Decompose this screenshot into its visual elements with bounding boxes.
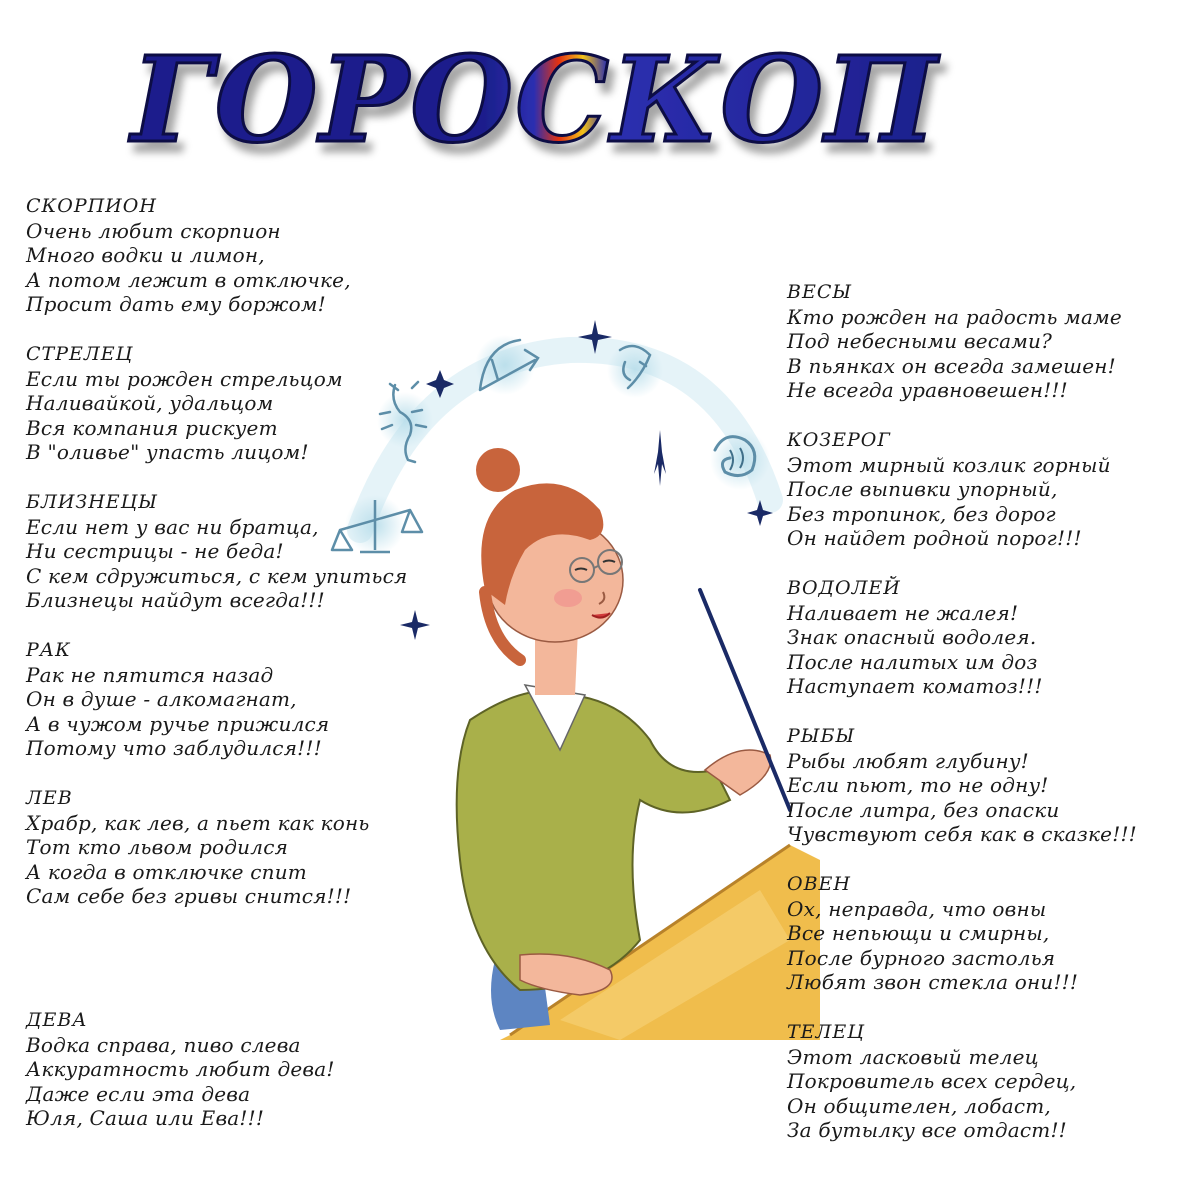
verse-line: Чувствуют себя как в сказке!!! bbox=[787, 822, 1137, 847]
verse-line: А когда в отключке спит bbox=[26, 859, 307, 884]
sign-name: ОВЕН bbox=[787, 873, 851, 895]
horoscope-sign bbox=[787, 428, 1187, 551]
verse-line: Рак не пятится назад bbox=[26, 662, 274, 687]
verse-line: После бурного застолья bbox=[787, 945, 1056, 970]
verse-line: Тот кто львом родился bbox=[26, 835, 289, 860]
verse-line: Потому что заблудился!!! bbox=[26, 736, 322, 761]
horoscope-sign bbox=[26, 786, 456, 909]
verse-line: Очень любит скорпион bbox=[26, 218, 281, 243]
sign-name: СТРЕЛЕЦ bbox=[26, 343, 134, 365]
verse-line: С кем сдружиться, с кем упиться bbox=[26, 563, 408, 588]
verse-line: Водка справа, пиво слева bbox=[26, 1032, 301, 1057]
verse-line: Ни сестрицы - не беда! bbox=[26, 539, 284, 564]
verse-line: Ох, неправда, что овны bbox=[787, 896, 1047, 921]
sign-name: РЫБЫ bbox=[787, 725, 856, 747]
sign-name: ТЕЛЕЦ bbox=[787, 1021, 865, 1043]
verse-line: Даже если эта дева bbox=[26, 1081, 251, 1106]
horoscope-sign bbox=[787, 1020, 1187, 1143]
horoscope-sign bbox=[787, 872, 1187, 995]
horoscope-sign bbox=[26, 194, 456, 317]
verse-line: Все непьющи и смирны, bbox=[787, 921, 1050, 946]
sign-name: ВЕСЫ bbox=[787, 281, 853, 303]
verse-line: Он найдет родной порог!!! bbox=[787, 526, 1082, 551]
horoscope-sign bbox=[26, 638, 456, 761]
verse-line: Этот мирный козлик горный bbox=[787, 452, 1111, 477]
verse-line: Юля, Саша или Ева!!! bbox=[26, 1106, 265, 1131]
verse-line: После литра, без опаски bbox=[787, 797, 1060, 822]
sign-name: ЛЕВ bbox=[26, 787, 73, 809]
verse-line: Знак опасный водолея. bbox=[787, 625, 1037, 650]
verse-line: Много водки и лимон, bbox=[26, 243, 265, 268]
horoscope-sign bbox=[26, 342, 456, 465]
horoscope-sign bbox=[26, 1008, 456, 1131]
verse-line: Если пьют, то не одну! bbox=[787, 773, 1049, 798]
verse-line: После выпивки упорный, bbox=[787, 477, 1058, 502]
verse-line: В пьянках он всегда замешен! bbox=[787, 353, 1116, 378]
verse-line: Наступает коматоз!!! bbox=[787, 674, 1043, 699]
verse-line: Если нет у вас ни братца, bbox=[26, 514, 319, 539]
verse-line: Без тропинок, без дорог bbox=[787, 501, 1056, 526]
sign-name: КОЗЕРОГ bbox=[787, 429, 891, 451]
verse-line: Наливайкой, удальцом bbox=[26, 391, 274, 416]
verse-line: А в чужом ручье прижился bbox=[26, 711, 330, 736]
verse-line: Если ты рожден стрельцом bbox=[26, 366, 343, 391]
horoscope-sign bbox=[787, 576, 1187, 699]
verse-line: Храбр, как лев, а пьет как конь bbox=[26, 810, 370, 835]
verse-line: Кто рожден на радость маме bbox=[787, 304, 1122, 329]
horoscope-sign bbox=[787, 280, 1187, 403]
verse-line: После налитых им доз bbox=[787, 649, 1038, 674]
verse-line: Под небесными весами? bbox=[787, 329, 1053, 354]
sign-name: ВОДОЛЕЙ bbox=[787, 577, 901, 599]
verse-line: Любят звон стекла они!!! bbox=[787, 970, 1079, 995]
aquarius-icon bbox=[710, 430, 770, 490]
horoscope-sign bbox=[26, 490, 456, 613]
verse-line: Он в душе - алкомагнат, bbox=[26, 687, 297, 712]
verse-line: Он общителен, лобаст, bbox=[787, 1093, 1051, 1118]
sign-name: ДЕВА bbox=[26, 1009, 88, 1031]
verse-line: Вся компания рискует bbox=[26, 415, 278, 440]
page-title bbox=[0, 6, 1200, 176]
verse-line: Сам себе без гривы снится!!! bbox=[26, 884, 352, 909]
verse-line: Покровитель всех сердец, bbox=[787, 1069, 1077, 1094]
verse-line: Близнецы найдут всегда!!! bbox=[26, 588, 325, 613]
verse-line: В "оливье" упасть лицом! bbox=[26, 440, 309, 465]
verse-line: Этот ласковый телец bbox=[787, 1044, 1039, 1069]
verse-line: Наливает не жалея! bbox=[787, 600, 1019, 625]
title-text: ГОРОСКОП bbox=[131, 30, 939, 169]
verse-line: Просит дать ему боржом! bbox=[26, 292, 326, 317]
verse-line: Аккуратность любит дева! bbox=[26, 1057, 335, 1082]
verse-line: За бутылку все отдаст!! bbox=[787, 1118, 1067, 1143]
sign-name: СКОРПИОН bbox=[26, 195, 157, 217]
sign-name: БЛИЗНЕЦЫ bbox=[26, 491, 158, 513]
verse-line: Рыбы любят глубину! bbox=[787, 748, 1029, 773]
horoscope-sign bbox=[787, 724, 1187, 847]
verse-line: А потом лежит в отключке, bbox=[26, 267, 351, 292]
verse-line: Не всегда уравновешен!!! bbox=[787, 378, 1068, 403]
sign-name: РАК bbox=[26, 639, 71, 661]
capricorn-icon bbox=[607, 342, 663, 398]
